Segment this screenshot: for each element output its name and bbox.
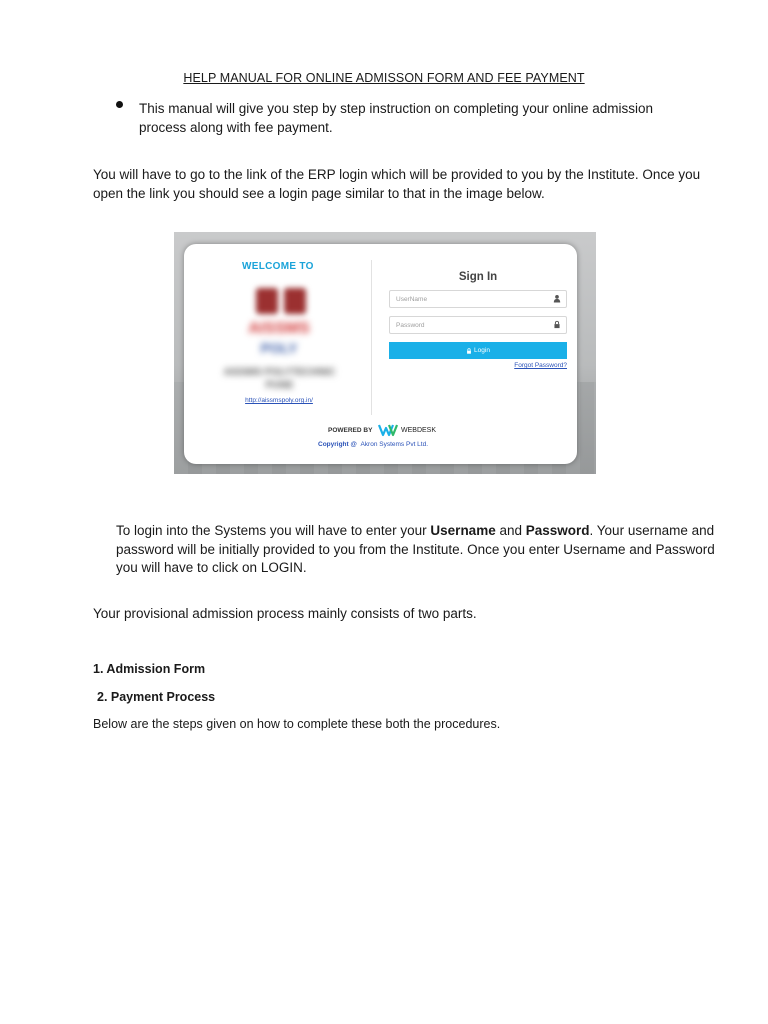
login-card bbox=[184, 244, 577, 464]
copyright-label: Copyright @ bbox=[318, 441, 357, 448]
login-button-label: Login bbox=[474, 347, 490, 354]
password-field[interactable] bbox=[389, 316, 567, 334]
login-text-mid: and bbox=[495, 523, 526, 538]
login-instructions-paragraph bbox=[116, 522, 726, 578]
welcome-heading: WELCOME TO bbox=[242, 261, 314, 272]
list-item-admission-form: 1. Admission Form bbox=[93, 662, 206, 676]
copyright-company: Akron Systems Pvt Ltd. bbox=[360, 441, 429, 448]
username-bold: Username bbox=[430, 523, 496, 538]
document-title: HELP MANUAL FOR ONLINE ADMISSON FORM AND FEE PAYMENT bbox=[183, 71, 585, 85]
institute-logo bbox=[254, 288, 308, 316]
copyright-text bbox=[318, 441, 428, 448]
card-divider bbox=[371, 260, 372, 415]
forgot-password-link[interactable]: Forgot Password? bbox=[514, 362, 567, 369]
username-field[interactable] bbox=[389, 290, 567, 308]
login-text-post: . Your username and password will be initially provided to you from the Institute. Once you enter Username and Password you will have to click on LOGIN. bbox=[116, 523, 715, 575]
logo-name: AISSMS bbox=[248, 320, 310, 337]
login-text-pre: To login into the Systems you will have to enter your bbox=[116, 523, 431, 538]
list-item-payment-process: 2. Payment Process bbox=[97, 690, 216, 704]
sign-in-title: Sign In bbox=[458, 271, 498, 283]
login-page-screenshot bbox=[174, 232, 596, 474]
powered-by-label: POWERED BY bbox=[328, 427, 373, 434]
brand-name: WEBDESK bbox=[401, 427, 437, 434]
lock-icon bbox=[553, 320, 561, 329]
username-input[interactable] bbox=[390, 291, 546, 306]
institute-url-link[interactable]: http://aissmspoly.org.in/ bbox=[245, 397, 313, 404]
user-icon bbox=[553, 294, 561, 303]
institute-name: AISSMS POLYTECHNIC PUNE bbox=[223, 367, 336, 391]
login-button[interactable] bbox=[389, 342, 567, 359]
lock-icon bbox=[466, 348, 472, 354]
steps-intro-paragraph: Below are the steps given on how to complete these both the procedures. bbox=[93, 717, 501, 731]
process-parts-paragraph: Your provisional admission process mainly consists of two parts. bbox=[93, 606, 477, 621]
erp-link-paragraph: You will have to go to the link of the ERP login which will be provided to you by the Institute. Once you open the link you should see a login page similar to that in the image below. bbox=[93, 167, 701, 201]
webdesk-logo-icon bbox=[378, 423, 398, 437]
password-input[interactable] bbox=[390, 317, 546, 332]
intro-bullet-text: This manual will give you step by step instruction on completing your online admission process along with fee payment. bbox=[139, 101, 654, 135]
password-bold: Password bbox=[525, 523, 590, 538]
logo-subtitle: POLY bbox=[260, 340, 298, 356]
bullet-point bbox=[116, 101, 123, 108]
